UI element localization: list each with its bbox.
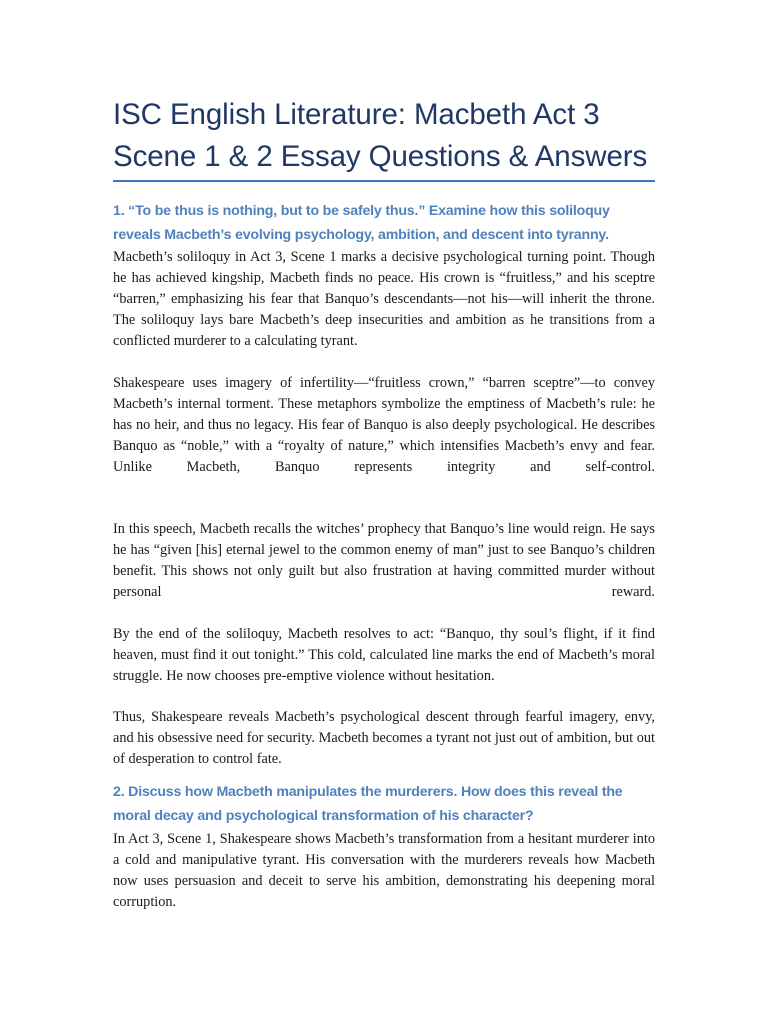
answer-1-paragraph-2: Shakespeare uses imagery of infertility—“fruitless crown,” “barren sceptre”—to convey Macbeth’s internal torment. These metaphors symbolize the emptiness of Macbeth’s rule: he has no heir, and thus no legacy. His fear of Banquo is also deeply psychological. He describes Banquo as “noble,” with a “royalty of nature,” which intensifies Macbeth’s envy and fear. Unlike Macbeth, Banquo represents integrity and self-control. (113, 375, 655, 475)
question-2-heading: 2. Discuss how Macbeth manipulates the murderers. How does this reveal the moral decay and psychological transformation of his character? (113, 784, 623, 824)
question-1 (113, 200, 655, 247)
answer-1-paragraph-1: Macbeth’s soliloquy in Act 3, Scene 1 marks a decisive psychological turning point. Though he has achieved kingship, Macbeth finds no peace. His crown is “fruitless,” and his sceptre “barren,” emphasizing his fear that Banquo’s descendants—not his—will inherit the throne. The soliloquy lays bare Macbeth’s deep insecurities and ambition as he transitions from a conflicted murderer to a calculating tyrant. (113, 249, 655, 349)
document-title: ISC English Literature: Macbeth Act 3 Scene 1 & 2 Essay Questions & Answers (113, 98, 648, 173)
answer-1-paragraph-2-block (113, 373, 655, 478)
answer-1-paragraph-4: By the end of the soliloquy, Macbeth resolves to act: “Banquo, thy soul’s flight, if it find heaven, must find it out tonight.” This cold, calculated line marks the end of Macbeth’s moral struggle. He now chooses pre-emptive violence without hesitation. (113, 626, 655, 684)
answer-1-paragraph-5-block (113, 707, 655, 770)
answer-1-paragraph-3-block (113, 519, 655, 603)
question-2 (113, 781, 655, 828)
answer-1-paragraph-3: In this speech, Macbeth recalls the witches’ prophecy that Banquo’s line would reign. He says he has “given [his] eternal jewel to the common enemy of man” just to see Banquo’s children benefit. This shows not only guilt but also frustration at having committed murder without personal reward. (113, 521, 655, 600)
answer-2-paragraph-1: In Act 3, Scene 1, Shakespeare shows Macbeth’s transformation from a hesitant murderer into a cold and manipulative tyrant. His conversation with the murderers reveals how Macbeth now uses persuasion and deceit to serve his ambition, demonstrating his deepening moral corruption. (113, 831, 655, 910)
answer-1-paragraph-1-block (113, 247, 655, 352)
question-1-heading: 1. “To be thus is nothing, but to be safely thus.” Examine how this soliloquy reveals Macbeth’s evolving psychology, ambition, and descent into tyranny. (113, 203, 610, 243)
title-underline (113, 180, 655, 182)
answer-1-paragraph-5: Thus, Shakespeare reveals Macbeth’s psychological descent through fearful imagery, envy, and his obsessive need for security. Macbeth becomes a tyrant not just out of ambition, but out of desperation to control fate. (113, 709, 655, 767)
answer-1-paragraph-4-block (113, 624, 655, 687)
answer-2-paragraph-1-block (113, 829, 655, 913)
